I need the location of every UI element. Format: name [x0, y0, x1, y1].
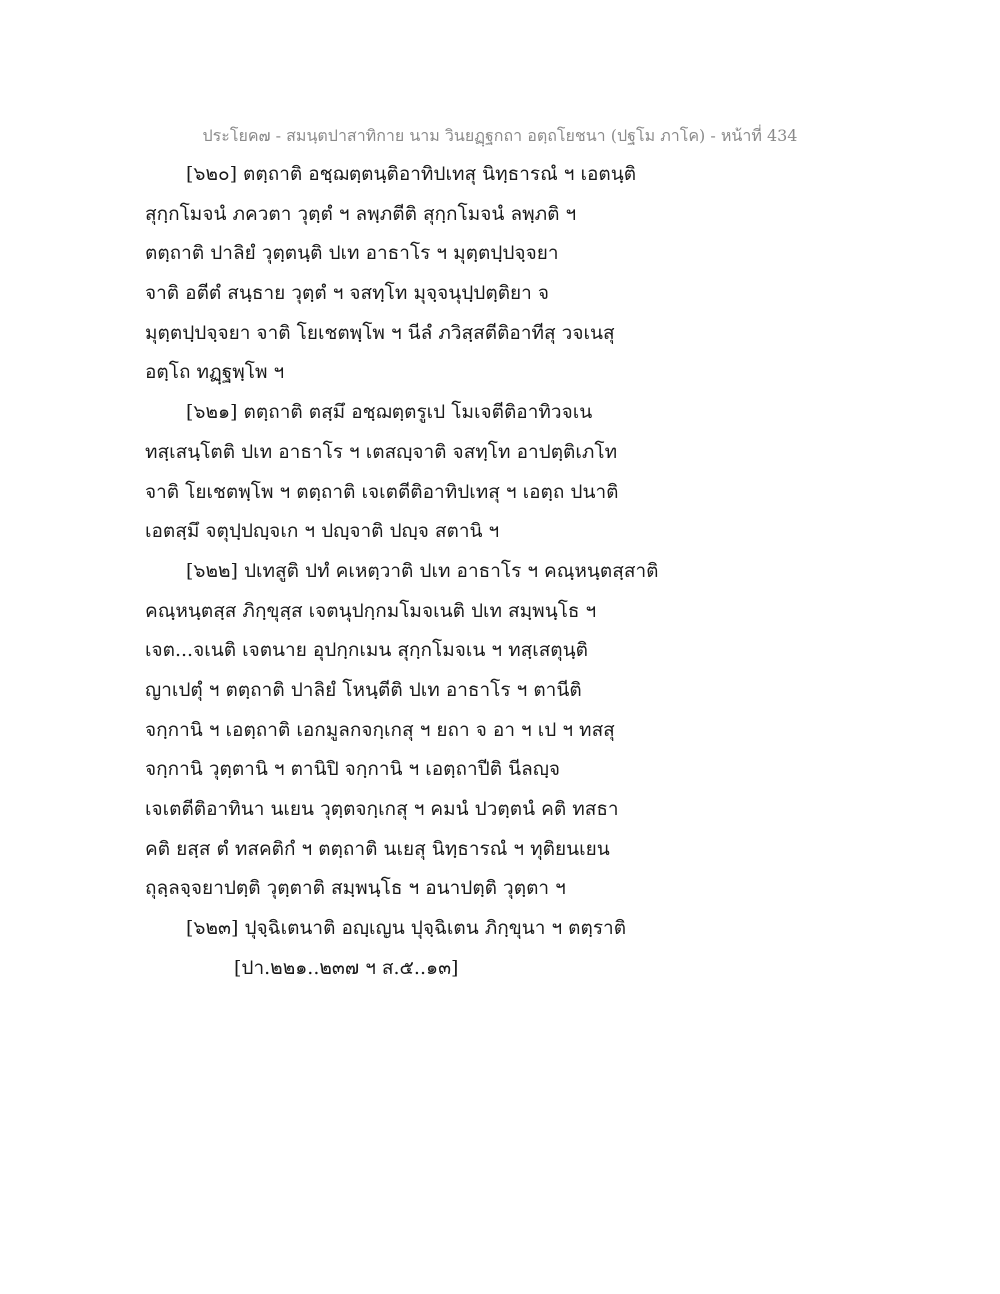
body-text — [145, 155, 845, 988]
paragraph-623-line-1: [๖๒๓] ปุจฺฉิเตนาติ อญฺเญน ปุจฺฉิเตน ภิกฺขุนา ฯ ตตฺราติ — [186, 917, 627, 940]
text-line: ญาเปตุํ ฯ ตตฺถาติ ปาลิยํ โหนฺตีติ ปเท อาธาโร ฯ ตานีติ — [145, 678, 582, 701]
page-reference-footnote: [ปา.๒๒๑..๒๓๗ ฯ ส.๕..๑๓] — [234, 956, 459, 979]
text-line: จาติ อตีตํ สนฺธาย วุตฺตํ ฯ จสทฺโท มุจฺจนุปฺปตฺติยา จ — [145, 282, 550, 305]
text-line: จกฺกานิ ฯ เอตฺถาติ เอกมูลกจกฺเกสุ ฯ ยถา จ อา ฯ เป ฯ ทสสุ — [145, 718, 615, 741]
text-line: คติ ยสฺส ตํ ทสคติกํ ฯ ตตฺถาติ นเยสุ นิทฺธารณํ ฯ ทุติยนเยน — [145, 837, 610, 860]
text-line: จาติ โยเชตพฺโพ ฯ ตตฺถาติ เจเตตีติอาทิปเทสุ ฯ เอตฺถ ปนาติ — [145, 480, 619, 503]
text-line: อตฺโถ ทฏฺฐพฺโพ ฯ — [145, 361, 285, 384]
page-header: ประโยค๗ - สมนฺตปาสาทิกาย นาม วินยฏฺฐกถา อตฺถโยชนา (ปฐโม ภาโค) - หน้าที่ 434 — [202, 126, 798, 145]
paragraph-621-line-1: [๖๒๑] ตตฺถาติ ตสฺมึ อชฺฌตฺตรูเป โมเจตีติอาทิวจเน — [186, 401, 593, 424]
text-line: เจเตตีติอาทินา นเยน วุตฺตจกฺเกสุ ฯ คมนํ ปวตฺตนํ คติ ทสธา — [145, 798, 619, 820]
paragraph-620-line-1: [๖๒๐] ตตฺถาติ อชฺฌตฺตนฺติอาทิปเทสุ นิทฺธารณํ ฯ เอตนฺติ — [186, 163, 637, 185]
text-line: เอตสฺมึ จตุปฺปญฺจเก ฯ ปญฺจาติ ปญฺจ สตานิ ฯ — [145, 520, 500, 543]
text-line: จกฺกานิ วุตฺตานิ ฯ ตานิปิ จกฺกานิ ฯ เอตฺถาปีติ นีลญฺจ — [145, 758, 561, 781]
text-line: เจต...จเนติ เจตนาย อุปกฺกเมน สุกฺกโมจเน ฯ ทสฺเสตุนฺติ — [145, 639, 588, 662]
text-line: ตตฺถาติ ปาลิยํ วุตฺตนฺติ ปเท อาธาโร ฯ มุตฺตปฺปจฺจยา — [145, 242, 559, 265]
text-line: มุตฺตปฺปจฺจยา จาติ โยเชตพฺโพ ฯ นีลํ ภวิสฺสตีติอาทีสุ วจเนสุ — [145, 321, 615, 344]
text-line: คณฺหนฺตสฺส ภิกฺขุสฺส เจตนุปกฺกมโมจเนติ ปเท สมฺพนฺโธ ฯ — [145, 599, 597, 622]
paragraph-622-line-1: [๖๒๒] ปเทสูติ ปทํ คเหตฺวาติ ปเท อาธาโร ฯ คณฺหนฺตสฺสาติ — [186, 559, 659, 582]
text-line: ทสฺเสนฺโตติ ปเท อาธาโร ฯ เตสญฺจาติ จสทฺโท อาปตฺติเภโท — [145, 440, 618, 463]
text-line: สุกฺกโมจนํ ภควตา วุตฺตํ ฯ ลพฺภตีติ สุกฺกโมจนํ ลพฺภติ ฯ — [145, 202, 577, 225]
text-line: ถุลฺลจฺจยาปตฺติ วุตฺตาติ สมฺพนฺโธ ฯ อนาปตฺติ วุตฺตา ฯ — [145, 877, 566, 900]
